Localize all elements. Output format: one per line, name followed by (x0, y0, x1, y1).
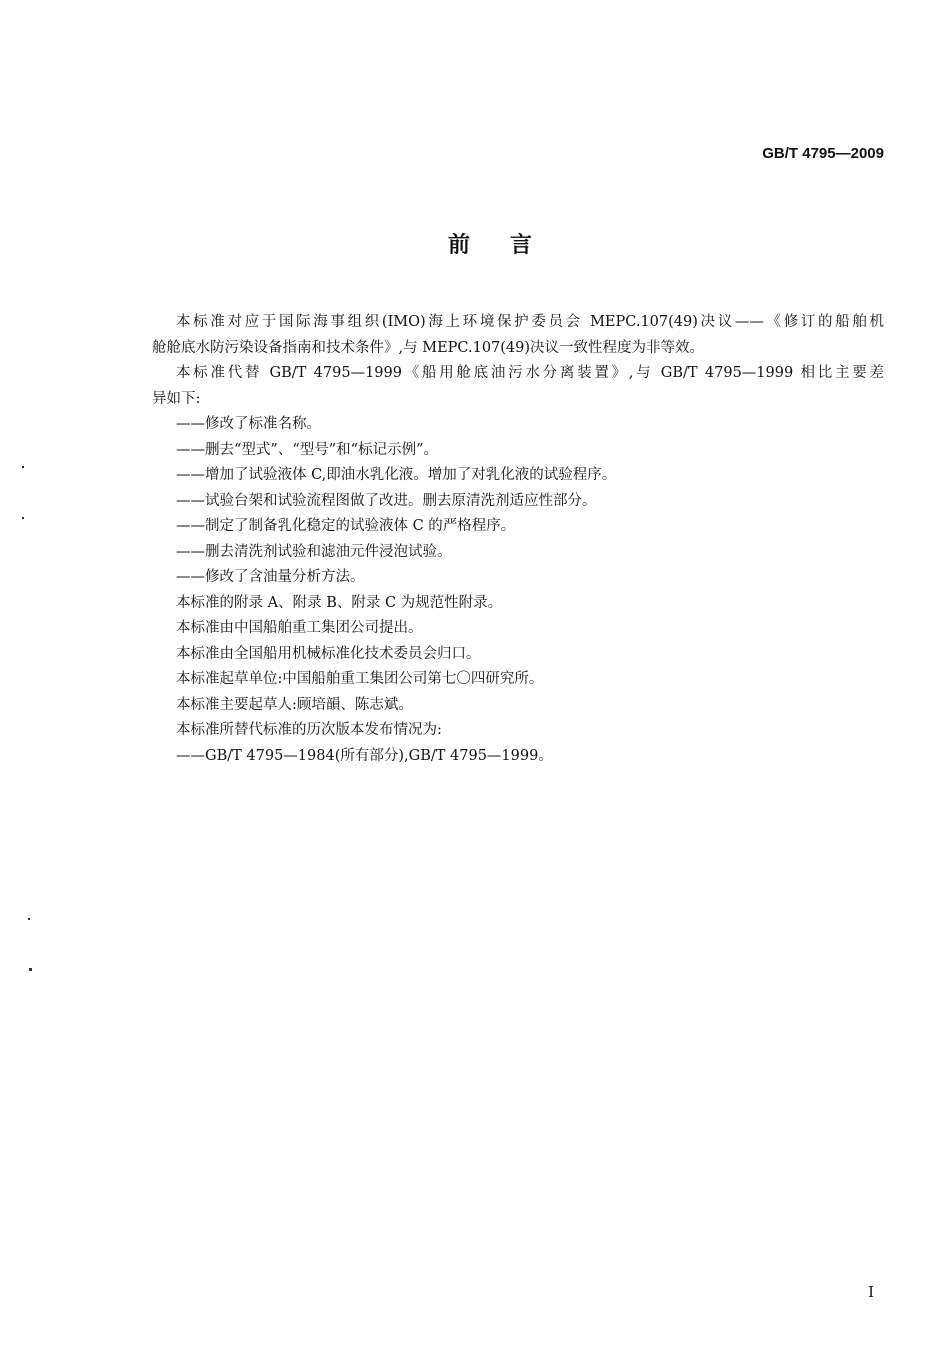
scan-speck (29, 968, 32, 971)
page-number: I (868, 1283, 874, 1301)
change-item: ——修改了含油量分析方法。 (176, 569, 365, 585)
paragraph-line: 本标准代替 GB/T 4795—1999《船用舱底油污水分离装置》,与 GB/T 4795—1999 相比主要差 (176, 365, 884, 381)
change-item: ——增加了试验液体 C,即油水乳化液。增加了对乳化液的试验程序。 (176, 467, 617, 483)
scan-speck (28, 918, 30, 920)
paragraph-line: 本标准对应于国际海事组织(IMO)海上环境保护委员会 MEPC.107(49)决议——《修订的船舶机 (176, 314, 884, 330)
statement: 本标准所替代标准的历次版本发布情况为: (176, 722, 442, 738)
standard-number: GB/T 4795—2009 (762, 145, 884, 162)
statement: 本标准由中国船舶重工集团公司提出。 (176, 620, 423, 636)
document-body (152, 310, 884, 769)
statement: 本标准起草单位:中国船舶重工集团公司第七〇四研究所。 (176, 671, 544, 687)
paragraph-line: 舱舱底水防污染设备指南和技术条件》,与 MEPC.107(49)决议一致性程度为非等效。 (152, 339, 705, 356)
change-item: ——修改了标准名称。 (176, 416, 321, 432)
paragraph-line: 异如下: (152, 390, 201, 407)
change-item: ——制定了制备乳化稳定的试验液体 C 的严格程序。 (176, 518, 516, 534)
page-title: 前言 (447, 232, 572, 258)
change-item: ——删去“型式”、“型号”和“标记示例”。 (176, 441, 438, 458)
change-item: ——试验台架和试验流程图做了改进。删去原清洗剂适应性部分。 (176, 492, 597, 509)
statement: 本标准由全国船用机械标准化技术委员会归口。 (176, 645, 481, 662)
scan-speck (22, 466, 24, 468)
change-item: ——删去清洗剂试验和滤油元件浸泡试验。 (176, 543, 452, 560)
statement: ——GB/T 4795—1984(所有部分),GB/T 4795—1999。 (176, 747, 553, 764)
statement: 本标准主要起草人:顾培韻、陈志斌。 (176, 696, 413, 713)
statement: 本标准的附录 A、附录 B、附录 C 为规范性附录。 (176, 594, 503, 611)
scan-speck (22, 517, 24, 519)
